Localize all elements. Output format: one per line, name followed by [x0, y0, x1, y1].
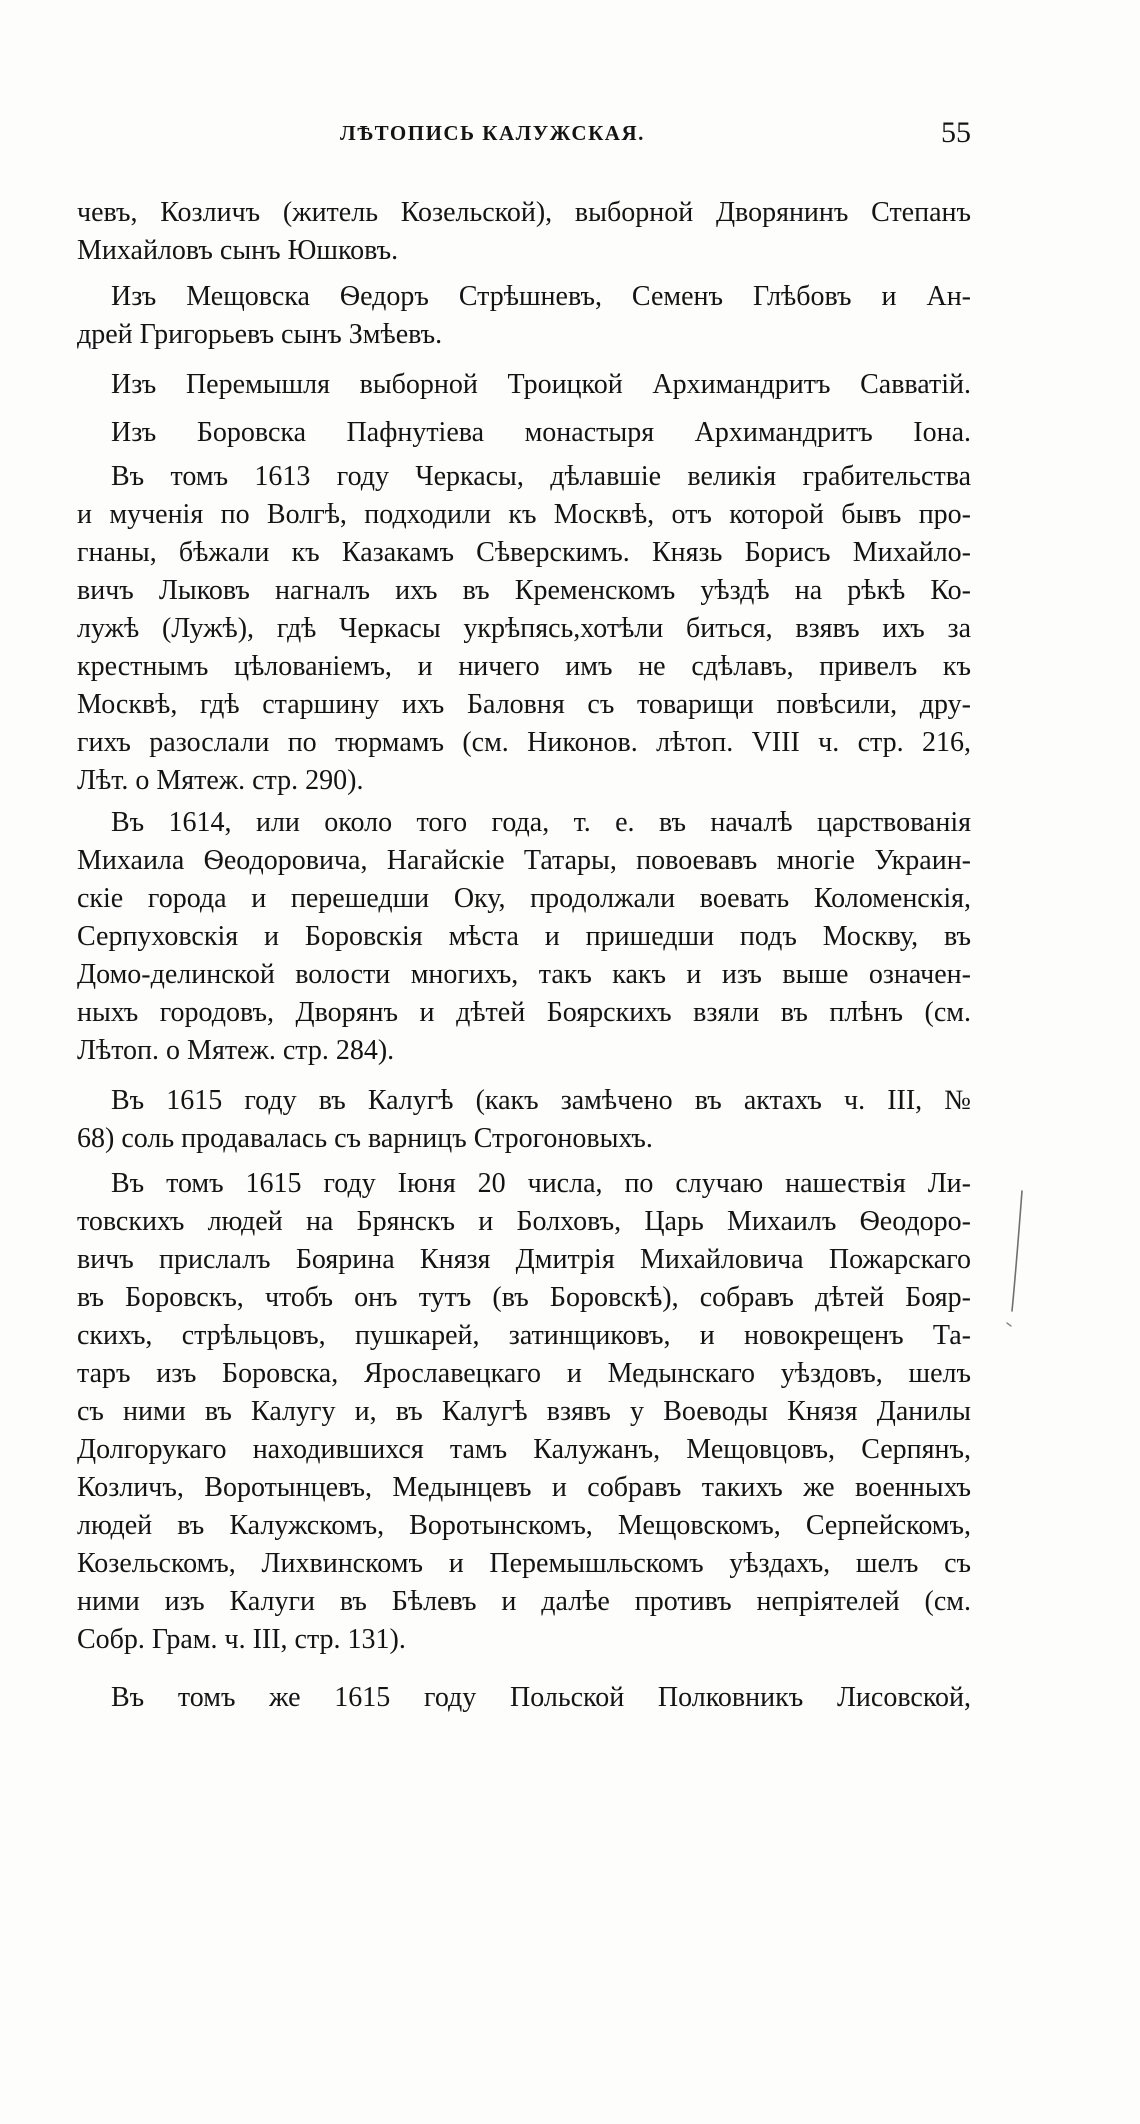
- text-line: въ Боровскъ, чтобъ онъ тутъ (въ Боровскѣ), собравъ дѣтей Бояр-: [77, 1282, 971, 1313]
- paragraph: [77, 1165, 971, 1659]
- text-line: таръ изъ Боровска, Ярославецкаго и Медынскаго уѣздовъ, шелъ: [77, 1358, 971, 1389]
- text-line: вичъ прислалъ Боярина Князя Дмитрія Михайловича Пожарскаго: [77, 1244, 971, 1275]
- paragraph: [77, 1679, 971, 1717]
- text-line: и мученія по Волгѣ, подходили къ Москвѣ, отъ которой бывъ про-: [77, 499, 971, 530]
- text-line: Изъ Мещовска Ѳедоръ Стрѣшневъ, Семенъ Глѣбовъ и Ан-: [111, 281, 971, 312]
- text-line: Москвѣ, гдѣ старшину ихъ Баловня съ товарищи повѣсили, дру-: [77, 689, 971, 720]
- text-line: Козельскомъ, Лихвинскомъ и Перемышльскомъ уѣздахъ, шелъ съ: [77, 1548, 971, 1579]
- text-line: чевъ, Козличъ (житель Козельской), выборной Дворянинъ Степанъ: [77, 197, 971, 228]
- text-line: Изъ Боровска Пафнутіева монастыря Архимандритъ Іона.: [111, 417, 971, 448]
- running-title: ЛѢТОПИСЬ КАЛУЖСКАЯ.: [340, 121, 645, 145]
- text-line: Изъ Перемышля выборной Троицкой Архимандритъ Савватій.: [111, 369, 971, 400]
- text-line: людей въ Калужскомъ, Воротынскомъ, Мещовскомъ, Серпейскомъ,: [77, 1510, 971, 1541]
- text-line: дрей Григорьевъ сынъ Змѣевъ.: [77, 319, 443, 350]
- paragraph: [77, 366, 971, 404]
- text-line: Въ томъ 1613 году Черкасы, дѣлавшіе великія грабительства: [111, 461, 971, 492]
- text-line: 68) соль продавалась съ варницъ Строгоновыхъ.: [77, 1123, 653, 1154]
- text-line: Долгорукаго находившихся тамъ Калужанъ, Мещовцовъ, Серпянъ,: [77, 1434, 971, 1465]
- text-line: съ ними въ Калугу и, въ Калугѣ взявъ у Воеводы Князя Данилы: [77, 1396, 971, 1427]
- text-line: ними изъ Калуги въ Бѣлевъ и далѣе противъ непріятелей (см.: [77, 1586, 971, 1617]
- text-line: гнаны, бѣжали къ Казакамъ Сѣверскимъ. Князь Борисъ Михайло-: [77, 537, 971, 568]
- text-line: Въ томъ же 1615 году Польской Полковникъ Лисовской,: [111, 1682, 971, 1713]
- text-line: лужѣ (Лужѣ), гдѣ Черкасы укрѣпясь,хотѣли биться, взявъ ихъ за: [77, 613, 971, 644]
- text-line: товскихъ людей на Брянскъ и Болховъ, Царь Михаилъ Ѳеодоро-: [77, 1206, 971, 1237]
- paragraph: [77, 804, 971, 1070]
- text-line: Домо-делинской волости многихъ, такъ какъ и изъ выше означен-: [77, 959, 971, 990]
- margin-pencil-mark: [1000, 1185, 1032, 1345]
- text-line: Въ 1614, или около того года, т. е. въ началѣ царствованія: [111, 807, 971, 838]
- text-line: крестнымъ цѣлованіемъ, и ничего имъ не сдѣлавъ, привелъ къ: [77, 651, 971, 682]
- text-line: гихъ разослали по тюрмамъ (см. Никонов. лѣтоп. VIII ч. стр. 216,: [77, 727, 971, 758]
- text-line: Михаила Ѳеодоровича, Нагайскіе Татары, повоевавъ многіе Украин-: [77, 845, 971, 876]
- text-line: Михайловъ сынъ Юшковъ.: [77, 235, 399, 266]
- paragraph: [77, 414, 971, 452]
- text-line: Въ 1615 году въ Калугѣ (какъ замѣчено въ актахъ ч. III, №: [111, 1085, 971, 1116]
- text-line: вичъ Лыковъ нагналъ ихъ въ Кременскомъ уѣздѣ на рѣкѣ Ко-: [77, 575, 971, 606]
- text-line: Лѣтоп. о Мятеж. стр. 284).: [77, 1035, 395, 1066]
- paragraph: [77, 458, 971, 800]
- text-line: Серпуховскія и Боровскія мѣста и пришедши подъ Москву, въ: [77, 921, 971, 952]
- text-line: Въ томъ 1615 году Іюня 20 числа, по случаю нашествія Ли-: [111, 1168, 971, 1199]
- text-line: скіе города и перешедши Оку, продолжали воевать Коломенскія,: [77, 883, 971, 914]
- text-line: Козличъ, Воротынцевъ, Медынцевъ и собравъ такихъ же военныхъ: [77, 1472, 971, 1503]
- text-line: скихъ, стрѣльцовъ, пушкарей, затинщиковъ, и новокрещенъ Та-: [77, 1320, 971, 1351]
- paragraph: [77, 194, 971, 270]
- page-text: [77, 194, 971, 1717]
- text-line: Лѣт. о Мятеж. стр. 290).: [77, 765, 364, 796]
- text-line: Собр. Грам. ч. III, стр. 131).: [77, 1624, 406, 1655]
- paragraph: [77, 278, 971, 354]
- page-number: 55: [941, 116, 971, 149]
- paragraph: [77, 1082, 971, 1158]
- text-line: ныхъ городовъ, Дворянъ и дѣтей Боярскихъ взяли въ плѣнъ (см.: [77, 997, 971, 1028]
